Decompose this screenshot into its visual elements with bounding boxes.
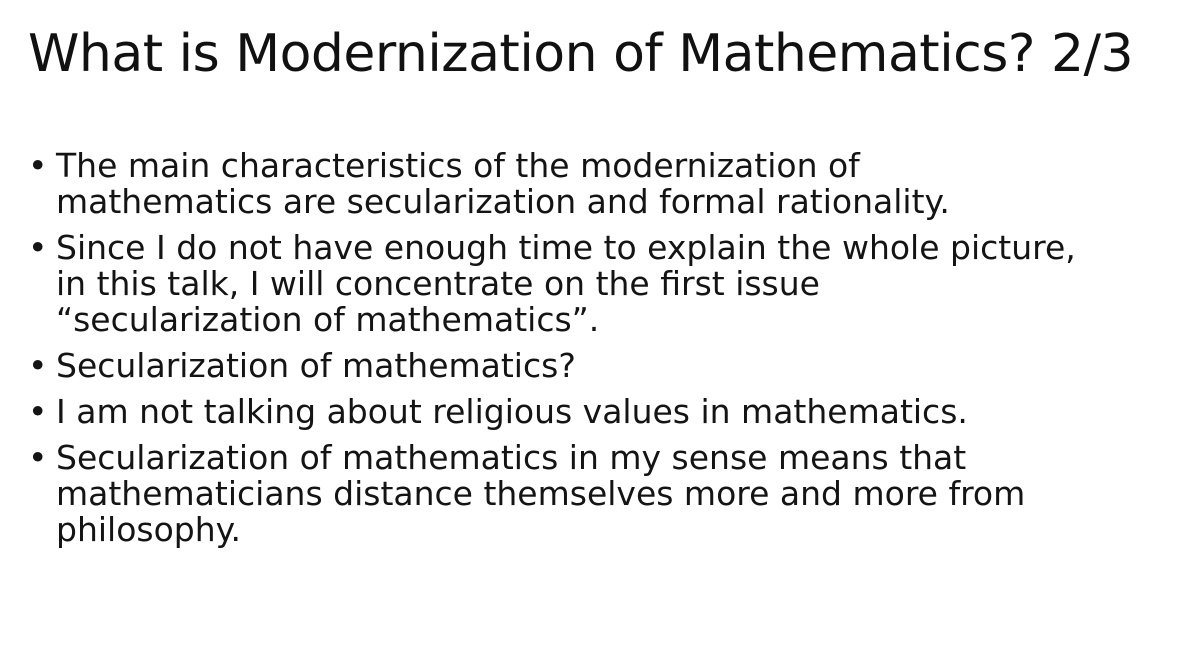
slide-title: What is Modernization of Mathematics? 2/3	[28, 24, 1134, 84]
bullet-text: Since I do not have enough time to explain the whole picture, in this talk, I will concentrate on the first issue “secularization of mathematics”.	[56, 228, 1076, 339]
bullet-list	[28, 148, 1188, 558]
bullet-item	[28, 230, 1188, 338]
bullet-item	[28, 148, 1188, 220]
bullet-text: Secularization of mathematics in my sense means that mathematicians distance themselves more and more from philosophy.	[56, 438, 1026, 549]
bullet-icon: •	[28, 438, 48, 477]
bullet-icon: •	[28, 392, 48, 431]
bullet-item	[28, 348, 1188, 384]
bullet-text: Secularization of mathematics?	[56, 346, 576, 385]
bullet-item	[28, 394, 1188, 430]
bullet-icon: •	[28, 346, 48, 385]
bullet-icon: •	[28, 228, 48, 267]
bullet-icon: •	[28, 146, 48, 185]
bullet-text: I am not talking about religious values in mathematics.	[56, 392, 968, 431]
bullet-text: The main characteristics of the modernization of mathematics are secularization and formal rationality.	[56, 146, 950, 221]
bullet-item	[28, 440, 1188, 548]
